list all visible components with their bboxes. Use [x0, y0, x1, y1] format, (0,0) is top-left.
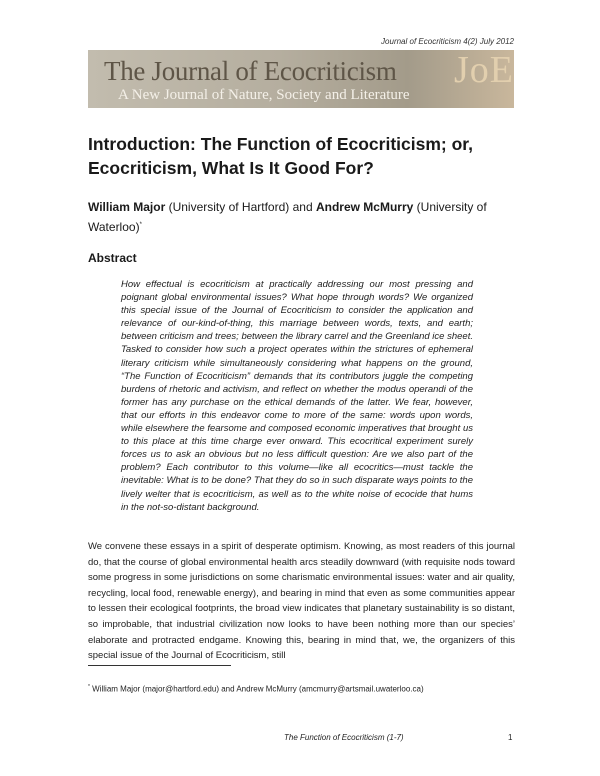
author-name-1: William Major — [88, 200, 166, 214]
running-header: Journal of Ecocriticism 4(2) July 2012 — [381, 37, 514, 46]
abstract-heading: Abstract — [88, 251, 137, 265]
abstract-text: How effectual is ecocriticism at practically addressing our most pressing and poignant global environmental issues? What hope through words? We organized this special issue of the Journal of Ecocriticism to consider the application and relevance of our-kind-of-thing, this marriage between words, texts, and earth; between criticism and trees; between the library carrel and the Greenland ice sheet. Tasked to consider how such a project operates within the strictures of ephemeral literary criticism while simultaneously considering what happens on the ground, “The Function of Ecocriticism” demands that its contributors juggle the competing burdens of rhetoric and activism, and reflect on whether the modus operandi of the former has any purchase on the ethical demands of the latter. We fear, however, that our efforts in this endeavor come to more of the same: words upon words, while elsewhere the fearsome and composed economic imperatives that brought us to this place at this time charge ever onward. This ecocritical experiment surely forces us to ask an obvious but no less difficult question: Are we also part of the problem? Each contributor to this volume—like all ecocritics—must tackle the inevitable: What is to be done? That they do so in such disparate ways points to the lively welter that is ecocriticism, as well as to the white noise of ecocide that hums in the not-so-distant background. — [121, 279, 473, 513]
banner-title: The Journal of Ecocriticism — [104, 56, 397, 86]
author-footnote-marker[interactable]: * — [139, 222, 142, 228]
banner-subtitle: A New Journal of Nature, Society and Literature — [118, 87, 410, 103]
footer-title: The Function of Ecocriticism (1-7) — [284, 733, 404, 742]
article-title: Introduction: The Function of Ecocriticism; or, Ecocriticism, What Is It Good For? — [88, 134, 473, 178]
author-line — [88, 198, 528, 236]
footnote-divider — [88, 665, 231, 666]
footnote — [88, 684, 528, 694]
footnote-marker: * — [88, 684, 90, 690]
page-number: 1 — [508, 733, 513, 742]
banner-monogram: JoE — [454, 50, 514, 91]
footnote-text: William Major (major@hartford.edu) and Andrew McMurry (amcmurry@artsmail.uwaterloo.ca) — [89, 684, 424, 694]
journal-banner — [88, 50, 514, 108]
author-name-2: Andrew McMurry — [315, 200, 414, 214]
author-affiliation-1: (University of Hartford) and — [165, 200, 316, 214]
author-affiliation-2: (University of Waterloo) — [88, 200, 487, 234]
body-paragraph: We convene these essays in a spirit of desperate optimism. Knowing, as most readers of this journal do, that the course of global environmental health arcs steadily downward (with requisite nods toward some progress in some jurisdictions on some charismatic environmental issues: water and air quality, recycling, local food, renewable energy), and bearing in mind that even as some communities appear to lessen their ecological footprints, the broad view indicates that planetary sustainability is so distant, so improbable, that industrial civilization now looks to have been nothing more than our species’ elaborate and protracted endgame. Knowing this, bearing in mind that, we, the organizers of this special issue of the Journal of Ecocriticism, still — [88, 541, 515, 662]
